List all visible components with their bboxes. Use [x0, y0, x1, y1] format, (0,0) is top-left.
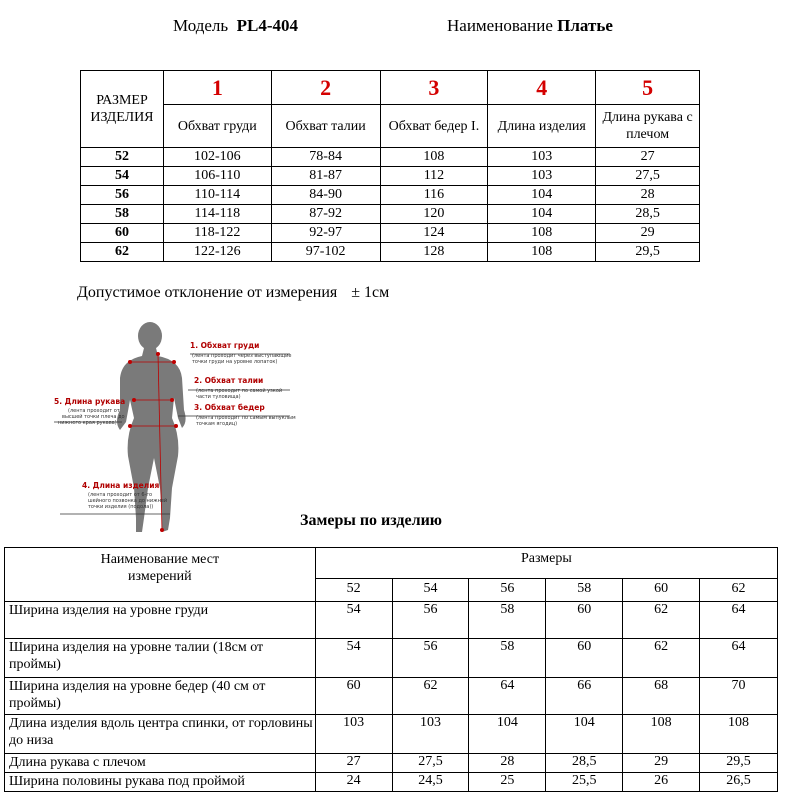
- measurement-value: 70: [700, 678, 778, 715]
- size-cell: 118-122: [163, 224, 271, 243]
- label-sleeve-desc: (лента проходит от: [68, 408, 120, 414]
- model-value: PL4-404: [236, 16, 299, 35]
- size-value: 60: [81, 224, 164, 243]
- label-chest-desc: (лента проходит через выступающие: [192, 353, 292, 359]
- measurement-figure: [50, 318, 300, 540]
- measurement-value: 26,5: [700, 773, 778, 792]
- measurement-row: [5, 754, 778, 773]
- measurement-value: 60: [546, 602, 623, 639]
- model-line: [173, 16, 298, 36]
- measurement-value: 25,5: [546, 773, 623, 792]
- measurements-header-sizes: Размеры: [315, 548, 777, 579]
- label-length-desc: точки изделия (подола)): [88, 504, 154, 510]
- measurement-value: 66: [546, 678, 623, 715]
- measurement-value: 58: [469, 602, 546, 639]
- size-cell: 81-87: [271, 167, 380, 186]
- measurement-value: 27: [315, 754, 392, 773]
- label-waist-title: 2. Обхват талии: [194, 376, 264, 385]
- label-chest-desc: точки груди на уровне лопаток): [192, 359, 278, 365]
- label-sleeve-desc: нижнего края рукава): [58, 420, 117, 426]
- measurement-value: 24,5: [392, 773, 469, 792]
- measurement-value: 62: [623, 639, 700, 678]
- size-cell: 92-97: [271, 224, 380, 243]
- size-cell: 84-90: [271, 186, 380, 205]
- size-value: 54: [81, 167, 164, 186]
- measurement-value: 28,5: [546, 754, 623, 773]
- label-waist-desc: (лента проходит по самой узкой: [196, 388, 283, 394]
- measurement-name: Ширина изделия на уровне груди: [5, 602, 316, 639]
- size-header-cell: 54: [392, 578, 469, 601]
- measurements-body: [5, 602, 778, 792]
- size-header-cell: 62: [700, 578, 778, 601]
- size-cell: 108: [380, 148, 488, 167]
- size-cell: 28,5: [596, 205, 700, 224]
- size-header-cell: 56: [469, 578, 546, 601]
- measurement-value: 24: [315, 773, 392, 792]
- measurement-value: 64: [700, 639, 778, 678]
- size-header-cell: 52: [315, 578, 392, 601]
- size-cell: 78-84: [271, 148, 380, 167]
- size-table-body: [81, 148, 700, 262]
- measurement-name: Ширина изделия на уровне бедер (40 см от проймы): [5, 678, 316, 715]
- measurement-value: 104: [546, 715, 623, 754]
- size-cell: 87-92: [271, 205, 380, 224]
- size-cell: 29,5: [596, 243, 700, 262]
- column-header: Обхват груди: [163, 105, 271, 148]
- size-cell: 124: [380, 224, 488, 243]
- measurement-row: [5, 773, 778, 792]
- measurement-value: 103: [392, 715, 469, 754]
- measurements-table: [4, 547, 778, 792]
- measurement-value: 108: [623, 715, 700, 754]
- size-row: [81, 224, 700, 243]
- measurement-row: [5, 678, 778, 715]
- name-value: Платье: [557, 16, 613, 35]
- size-cell: 27,5: [596, 167, 700, 186]
- size-row: [81, 186, 700, 205]
- size-row: [81, 243, 700, 262]
- tolerance-text: Допустимое отклонение от измерения: [77, 284, 338, 301]
- size-value: 52: [81, 148, 164, 167]
- column-number: 4: [488, 71, 596, 105]
- measurement-value: 27,5: [392, 754, 469, 773]
- tolerance-value: ± 1см: [351, 284, 390, 301]
- measurement-row: [5, 602, 778, 639]
- measurement-value: 64: [469, 678, 546, 715]
- size-cell: 110-114: [163, 186, 271, 205]
- column-header: Обхват талии: [271, 105, 380, 148]
- size-value: 58: [81, 205, 164, 224]
- size-header-cell: 60: [623, 578, 700, 601]
- measurement-value: 29,5: [700, 754, 778, 773]
- label-hips-desc: точкам ягодиц): [196, 421, 238, 427]
- column-header: Длина изделия: [488, 105, 596, 148]
- measurement-name: Ширина половины рукава под проймой: [5, 773, 316, 792]
- size-row: [81, 167, 700, 186]
- label-length-title: 4. Длина изделия: [82, 481, 160, 490]
- size-cell: 116: [380, 186, 488, 205]
- column-header: Обхват бедер I.: [380, 105, 488, 148]
- column-number: 1: [163, 71, 271, 105]
- size-header-cell: 58: [546, 578, 623, 601]
- header-name-text: Наименование мест измерений: [100, 552, 220, 584]
- measurement-value: 60: [315, 678, 392, 715]
- label-waist-desc: части туловища): [196, 394, 241, 400]
- size-cell: 106-110: [163, 167, 271, 186]
- measurement-value: 56: [392, 602, 469, 639]
- size-cell: 108: [488, 224, 596, 243]
- size-cell: 27: [596, 148, 700, 167]
- measurement-value: 103: [315, 715, 392, 754]
- size-table-corner: РАЗМЕР ИЗДЕЛИЯ: [81, 71, 164, 148]
- measurement-value: 56: [392, 639, 469, 678]
- measurement-value: 62: [623, 602, 700, 639]
- label-sleeve-desc: высшей точки плеча до: [62, 414, 125, 420]
- measurement-value: 60: [546, 639, 623, 678]
- label-hips-desc: (лента проходит по самым выпуклым: [196, 415, 296, 421]
- measurement-value: 62: [392, 678, 469, 715]
- size-table: [80, 70, 700, 262]
- column-number: 3: [380, 71, 488, 105]
- size-cell: 120: [380, 205, 488, 224]
- measurement-value: 68: [623, 678, 700, 715]
- size-value: 62: [81, 243, 164, 262]
- label-chest-title: 1. Обхват груди: [190, 341, 260, 350]
- label-sleeve-title: 5. Длина рукава: [54, 397, 126, 406]
- measurement-name: Длина рукава с плечом: [5, 754, 316, 773]
- measurement-value: 25: [469, 773, 546, 792]
- size-cell: 122-126: [163, 243, 271, 262]
- size-cell: 97-102: [271, 243, 380, 262]
- measurement-value: 104: [469, 715, 546, 754]
- measurement-row: [5, 639, 778, 678]
- measurement-row: [5, 715, 778, 754]
- size-cell: 29: [596, 224, 700, 243]
- measurement-value: 58: [469, 639, 546, 678]
- column-header: Длина рукава с плечом: [596, 105, 700, 148]
- measurement-value: 28: [469, 754, 546, 773]
- size-cell: 104: [488, 186, 596, 205]
- name-line: [447, 16, 613, 36]
- measurements-header-name: [5, 548, 316, 602]
- size-cell: 103: [488, 167, 596, 186]
- label-length-desc: шейного позвонка до нижней: [88, 498, 168, 504]
- name-label: Наименование: [447, 16, 553, 35]
- size-row: [81, 148, 700, 167]
- label-hips-title: 3. Обхват бедер: [194, 403, 265, 412]
- size-cell: 112: [380, 167, 488, 186]
- size-cell: 108: [488, 243, 596, 262]
- measurement-value: 54: [315, 639, 392, 678]
- tolerance-line: [77, 284, 389, 302]
- measurement-value: 64: [700, 602, 778, 639]
- size-cell: 103: [488, 148, 596, 167]
- measurement-value: 29: [623, 754, 700, 773]
- measurement-value: 108: [700, 715, 778, 754]
- size-row: [81, 205, 700, 224]
- model-label: Модель: [173, 16, 229, 35]
- measurement-value: 54: [315, 602, 392, 639]
- size-cell: 114-118: [163, 205, 271, 224]
- label-length-desc: (лента проходит от 6-го: [88, 492, 153, 498]
- size-cell: 28: [596, 186, 700, 205]
- measurement-name: Ширина изделия на уровне талии (18см от проймы): [5, 639, 316, 678]
- column-number: 2: [271, 71, 380, 105]
- column-number: 5: [596, 71, 700, 105]
- size-value: 56: [81, 186, 164, 205]
- measurement-name: Длина изделия вдоль центра спинки, от горловины до низа: [5, 715, 316, 754]
- measurements-title: Замеры по изделию: [300, 512, 443, 529]
- measurement-value: 26: [623, 773, 700, 792]
- size-cell: 104: [488, 205, 596, 224]
- size-cell: 102-106: [163, 148, 271, 167]
- size-cell: 128: [380, 243, 488, 262]
